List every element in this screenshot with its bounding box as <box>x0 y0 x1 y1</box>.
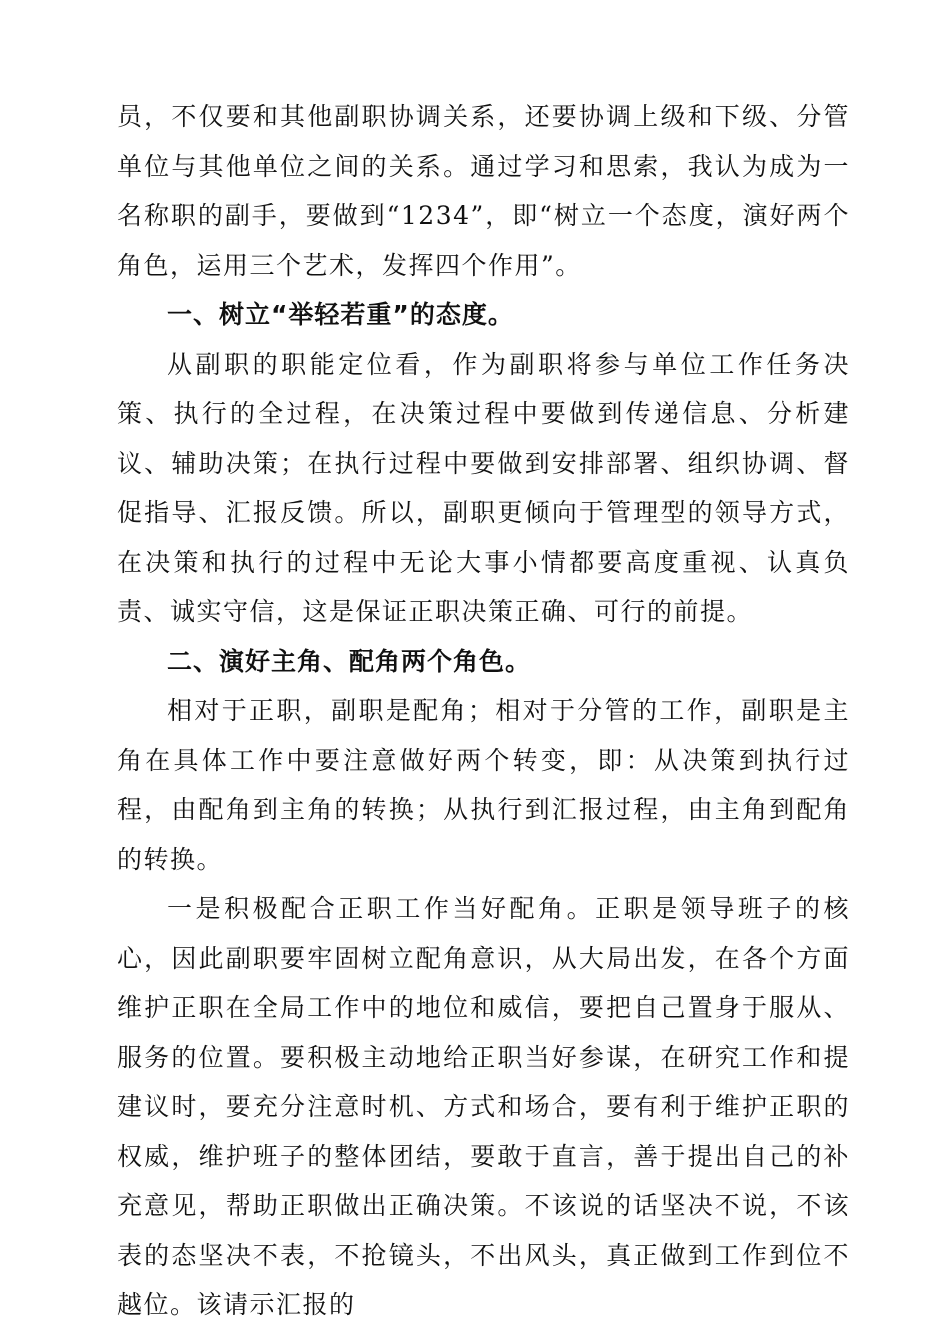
document-body <box>117 92 850 1330</box>
body-paragraph: 相对于正职，副职是配角；相对于分管的工作，副职是主角在具体工作中要注意做好两个转变，即：从决策到执行过程，由配角到主角的转换；从执行到汇报过程，由主角到配角的转换。 <box>117 696 850 874</box>
section-heading-1: 一、树立“举轻若重”的态度。 <box>167 300 514 329</box>
body-paragraph: 一是积极配合正职工作当好配角。正职是领导班子的核心，因此副职要牢固树立配角意识，从大局出发，在各个方面维护正职在全局工作中的地位和威信，要把自己置身于服从、服务的位置。要积极主动地给正职当好参谋，在研究工作和提建议时，要充分注意时机、方式和场合，要有利于维护正职的权威，维护班子的整体团结，要敢于直言，善于提出自己的补充意见，帮助正职做出正确决策。不该说的话坚决不说，不该表的态坚决不表，不抢镜头，不出风头，真正做到工作到位不越位。该请示汇报的 <box>117 894 850 1319</box>
continuation-paragraph: 员，不仅要和其他副职协调关系，还要协调上级和下级、分管单位与其他单位之间的关系。通过学习和思索，我认为成为一名称职的副手，要做到“1234”，即“树立一个态度，演好两个角色，运用三个艺术，发挥四个作用”。 <box>117 102 850 280</box>
section-heading-2: 二、演好主角、配角两个角色。 <box>167 646 532 676</box>
body-paragraph: 从副职的职能定位看，作为副职将参与单位工作任务决策、执行的全过程，在决策过程中要做到传递信息、分析建议、辅助决策；在执行过程中要做到安排部署、组织协调、督促指导、汇报反馈。所以，副职更倾向于管理型的领导方式，在决策和执行的过程中无论大事小情都要高度重视、认真负责、诚实守信，这是保证正职决策正确、可行的前提。 <box>117 349 850 626</box>
